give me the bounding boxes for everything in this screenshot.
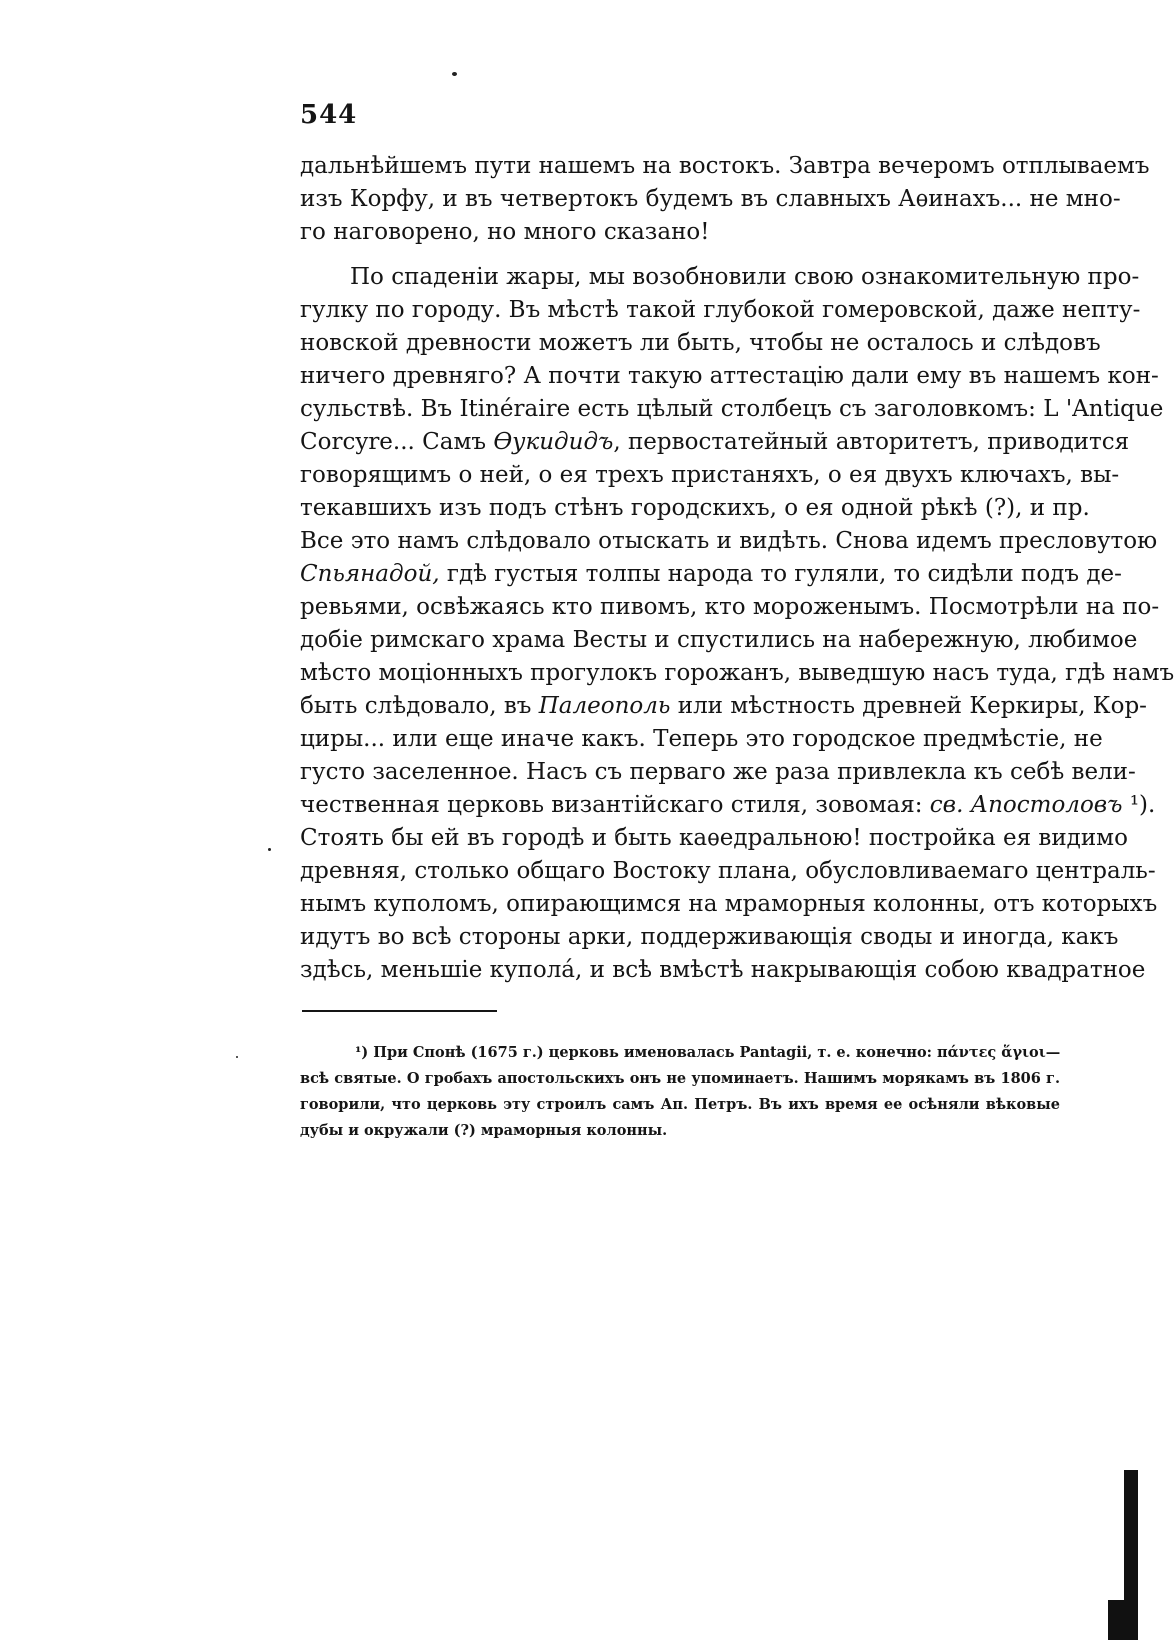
page-edge-mark xyxy=(1124,1470,1138,1640)
text-line: чественная церковь византійскаго стиля, зовомая: св. Апостоловъ ¹). xyxy=(300,792,1156,818)
text-line: гулку по городу. Въ мѣстѣ такой глубокой гомеровской, даже непту- xyxy=(300,297,1141,323)
text-line: Corcyre... Самъ Ѳукидидъ, первостатейный авторитетъ, приводится xyxy=(300,429,1130,455)
text-line: густо заселенное. Насъ съ перваго же раза привлекла къ себѣ вели- xyxy=(300,759,1136,785)
footnote xyxy=(300,1040,1060,1144)
text-line: По спаденіи жары, мы возобновили свою ознакомительную про- xyxy=(350,264,1140,290)
text-line: Стоять бы ей въ городѣ и быть каѳедральною! постройка ея видимо xyxy=(300,825,1128,851)
text-line: дальнѣйшемъ пути нашемъ на востокъ. Завтра вечеромъ отплываемъ xyxy=(300,153,1150,179)
footnote-line: дубы и окружали (?) мраморныя колонны. xyxy=(300,1122,668,1139)
paragraph xyxy=(300,150,1150,249)
footnote-divider xyxy=(302,1010,497,1012)
text-line: Все это намъ слѣдовало отыскать и видѣть. Снова идемъ пресловутою xyxy=(300,528,1158,554)
footnote-line: ¹) При Спонѣ (1675 г.) церковь именовалась Pantagii, т. е. конечно: πάντες ἅγιοι— xyxy=(355,1044,1061,1061)
scan-speck xyxy=(236,1056,238,1058)
italic-term: Палеополь xyxy=(538,693,671,719)
italic-term: Спьянадой, xyxy=(300,561,440,587)
text-line: новской древности можетъ ли быть, чтобы не осталось и слѣдовъ xyxy=(300,330,1101,356)
text-line: ревьями, освѣжаясь кто пивомъ, кто мороженымъ. Посмотрѣли на по- xyxy=(300,594,1160,620)
text-line: изъ Корфу, и въ четвертокъ будемъ въ славныхъ Аѳинахъ... не мно- xyxy=(300,186,1121,212)
text-line: говорящимъ о ней, о ея трехъ пристаняхъ, о ея двухъ ключахъ, вы- xyxy=(300,462,1120,488)
scan-speck xyxy=(452,72,457,76)
footnote-line: всѣ святые. О гробахъ апостольскихъ онъ не упоминаетъ. Нашимъ морякамъ въ 1806 г. xyxy=(300,1070,1060,1087)
italic-term: св. Апостоловъ xyxy=(929,792,1123,818)
text-line: добіе римскаго храма Весты и спустились на набережную, любимое xyxy=(300,627,1138,653)
text-line: нымъ куполомъ, опирающимся на мраморныя колонны, отъ которыхъ xyxy=(300,891,1158,917)
text-line: ничего древняго? А почти такую аттестацію дали ему въ нашемъ кон- xyxy=(300,363,1159,389)
text-line: мѣсто моціонныхъ прогулокъ горожанъ, выведшую насъ туда, гдѣ намъ xyxy=(300,660,1174,686)
page-number: 544 xyxy=(300,100,358,130)
text-line: идутъ во всѣ стороны арки, поддерживающія своды и иногда, какъ xyxy=(300,924,1119,950)
text-line: циры... или еще иначе какъ. Теперь это городское предмѣстіе, не xyxy=(300,726,1103,752)
paragraph xyxy=(300,261,1174,987)
text-line: быть слѣдовало, въ Палеополь или мѣстность древней Керкиры, Кор- xyxy=(300,693,1147,719)
text-line: го наговорено, но много сказано! xyxy=(300,219,710,245)
text-line: текавшихъ изъ подъ стѣнъ городскихъ, о ея одной рѣкѣ (?), и пр. xyxy=(300,495,1090,521)
text-line: здѣсь, меньшіе купола́, и всѣ вмѣстѣ накрывающія собою квадратное xyxy=(300,957,1146,983)
text-line: древняя, столько общаго Востоку плана, обусловливаемаго централь- xyxy=(300,858,1156,884)
text-line: Спьянадой, гдѣ густыя толпы народа то гуляли, то сидѣли подъ де- xyxy=(300,561,1122,587)
page-edge-mark xyxy=(1108,1600,1126,1640)
italic-term: Ѳукидидъ xyxy=(493,429,614,455)
main-text xyxy=(300,150,1174,987)
scan-speck xyxy=(268,848,271,851)
text-line: сульствѣ. Въ Itinéraire есть цѣлый столбецъ съ заголовкомъ: L 'Antique xyxy=(300,396,1164,422)
footnote-line: говорили, что церковь эту строилъ самъ Ап. Петръ. Въ ихъ время ее осѣняли вѣковые xyxy=(300,1096,1060,1113)
